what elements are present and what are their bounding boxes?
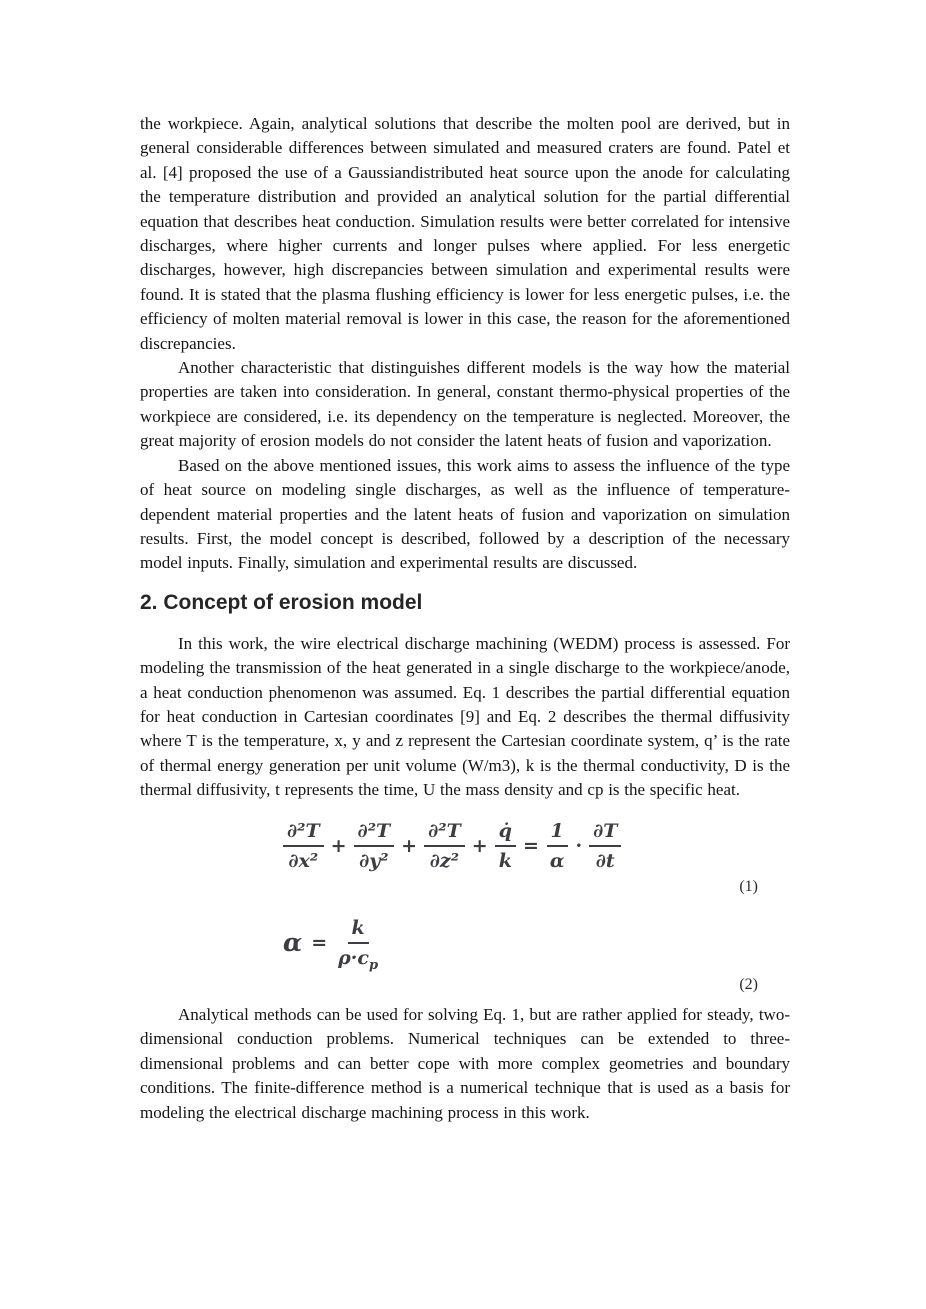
paragraph: Based on the above mentioned issues, this work aims to assess the influence of the type of heat source on modeling single discharges, as well as the influence of temperature-dependent material properties and the latent heats of fusion and vaporization on simulation results. First, the model concept is described, followed by a description of the necessary model inputs. Finally, simulation and experimental results are discussed. [140, 455, 790, 573]
eq1-term3-numerator: ∂²T [424, 819, 465, 847]
equation-1 [283, 819, 790, 874]
eq1-term4-numerator: q̇ [495, 819, 516, 847]
equals-operator: = [311, 931, 328, 954]
text-column [140, 112, 790, 1125]
equation-2 [283, 916, 790, 971]
eq1-term6-numerator: ∂T [589, 819, 621, 847]
paragraph: In this work, the wire electrical discharge machining (WEDM) process is assessed. For modeling the transmission of the heat generated in a single discharge to the workpiece/anode, a heat conduction phenomenon was assumed. Eq. 1 describes the partial differential equation for heat conduction in Cartesian coordinates [9] and Eq. 2 describes the thermal diffusivity where T is the temperature, x, y and z represent the Cartesian coordinate system, q’ is the rate of thermal energy generation per unit volume (W/m3), k is the thermal conductivity, D is the thermal diffusivity, t represents the time, U the mass density and cp is the specific heat. [140, 633, 790, 800]
section-heading: 2. Concept of erosion model [140, 590, 423, 614]
eq2-numerator: k [348, 916, 369, 944]
eq1-term5-denominator: α [549, 849, 565, 872]
eq1-term-d2t-dy2 [354, 819, 395, 874]
equals-operator: = [522, 834, 539, 857]
eq1-term-dt-dt [589, 819, 621, 874]
plus-operator: + [471, 834, 488, 857]
eq1-term-qdot-k [495, 819, 516, 874]
eq2-fraction [334, 916, 382, 971]
eq2-alpha-symbol: α [283, 927, 303, 957]
plus-operator: + [401, 834, 418, 857]
eq1-term2-numerator: ∂²T [354, 819, 395, 847]
eq2-denominator-subscript: p [369, 957, 379, 973]
eq1-term-d2t-dx2 [283, 819, 324, 874]
eq1-term1-denominator: ∂x² [288, 849, 319, 872]
eq1-term4-denominator: k [498, 849, 512, 872]
plus-operator: + [330, 834, 347, 857]
eq1-term1-numerator: ∂²T [283, 819, 324, 847]
paragraph: Analytical methods can be used for solving Eq. 1, but are rather applied for steady, two-dimensional conduction problems. Numerical techniques can be extended to three-dimensional problems and can better cope with more complex geometries and boundary conditions. The finite-difference method is a numerical technique that is used as a basis for modeling the electrical discharge machining process in this work. [140, 1005, 790, 1122]
eq1-term3-denominator: ∂z² [429, 849, 460, 872]
eq1-term2-denominator: ∂y² [359, 849, 389, 872]
eq1-term5-numerator: 1 [547, 819, 568, 847]
eq1-term-d2t-dz2 [424, 819, 465, 874]
equation-1-number: (1) [739, 878, 758, 896]
eq2-denominator-base: ρ·c [338, 947, 369, 970]
paragraph: the workpiece. Again, analytical solutions that describe the molten pool are derived, but in general considerable differences between simulated and measured craters are found. Patel et al. [4] proposed the use of a Gaussiandistributed heat source upon the anode for calculating the temperature distribution and provided an analytical solution for the partial differential equation that describes heat conduction. Simulation results were better correlated for intensive discharges, where higher currents and longer pulses where applied. For less energetic discharges, however, high discrepancies between simulation and experimental results were found. It is stated that the plasma flushing efficiency is lower for less energetic pulses, i.e. the efficiency of molten material removal is lower in this case, the reason for the aforementioned discrepancies. [140, 114, 790, 353]
eq1-term-one-alpha [546, 819, 569, 874]
eq2-denominator [334, 944, 382, 973]
dot-operator: · [575, 834, 583, 857]
paragraph: Another characteristic that distinguishes different models is the way how the material properties are taken into consideration. In general, constant thermo-physical properties of the workpiece are considered, i.e. its dependency on the temperature is neglected. Moreover, the great majority of erosion models do not consider the latent heats of fusion and vaporization. [140, 358, 790, 451]
equation-2-number: (2) [739, 975, 758, 993]
eq1-term6-denominator: ∂t [595, 849, 615, 872]
